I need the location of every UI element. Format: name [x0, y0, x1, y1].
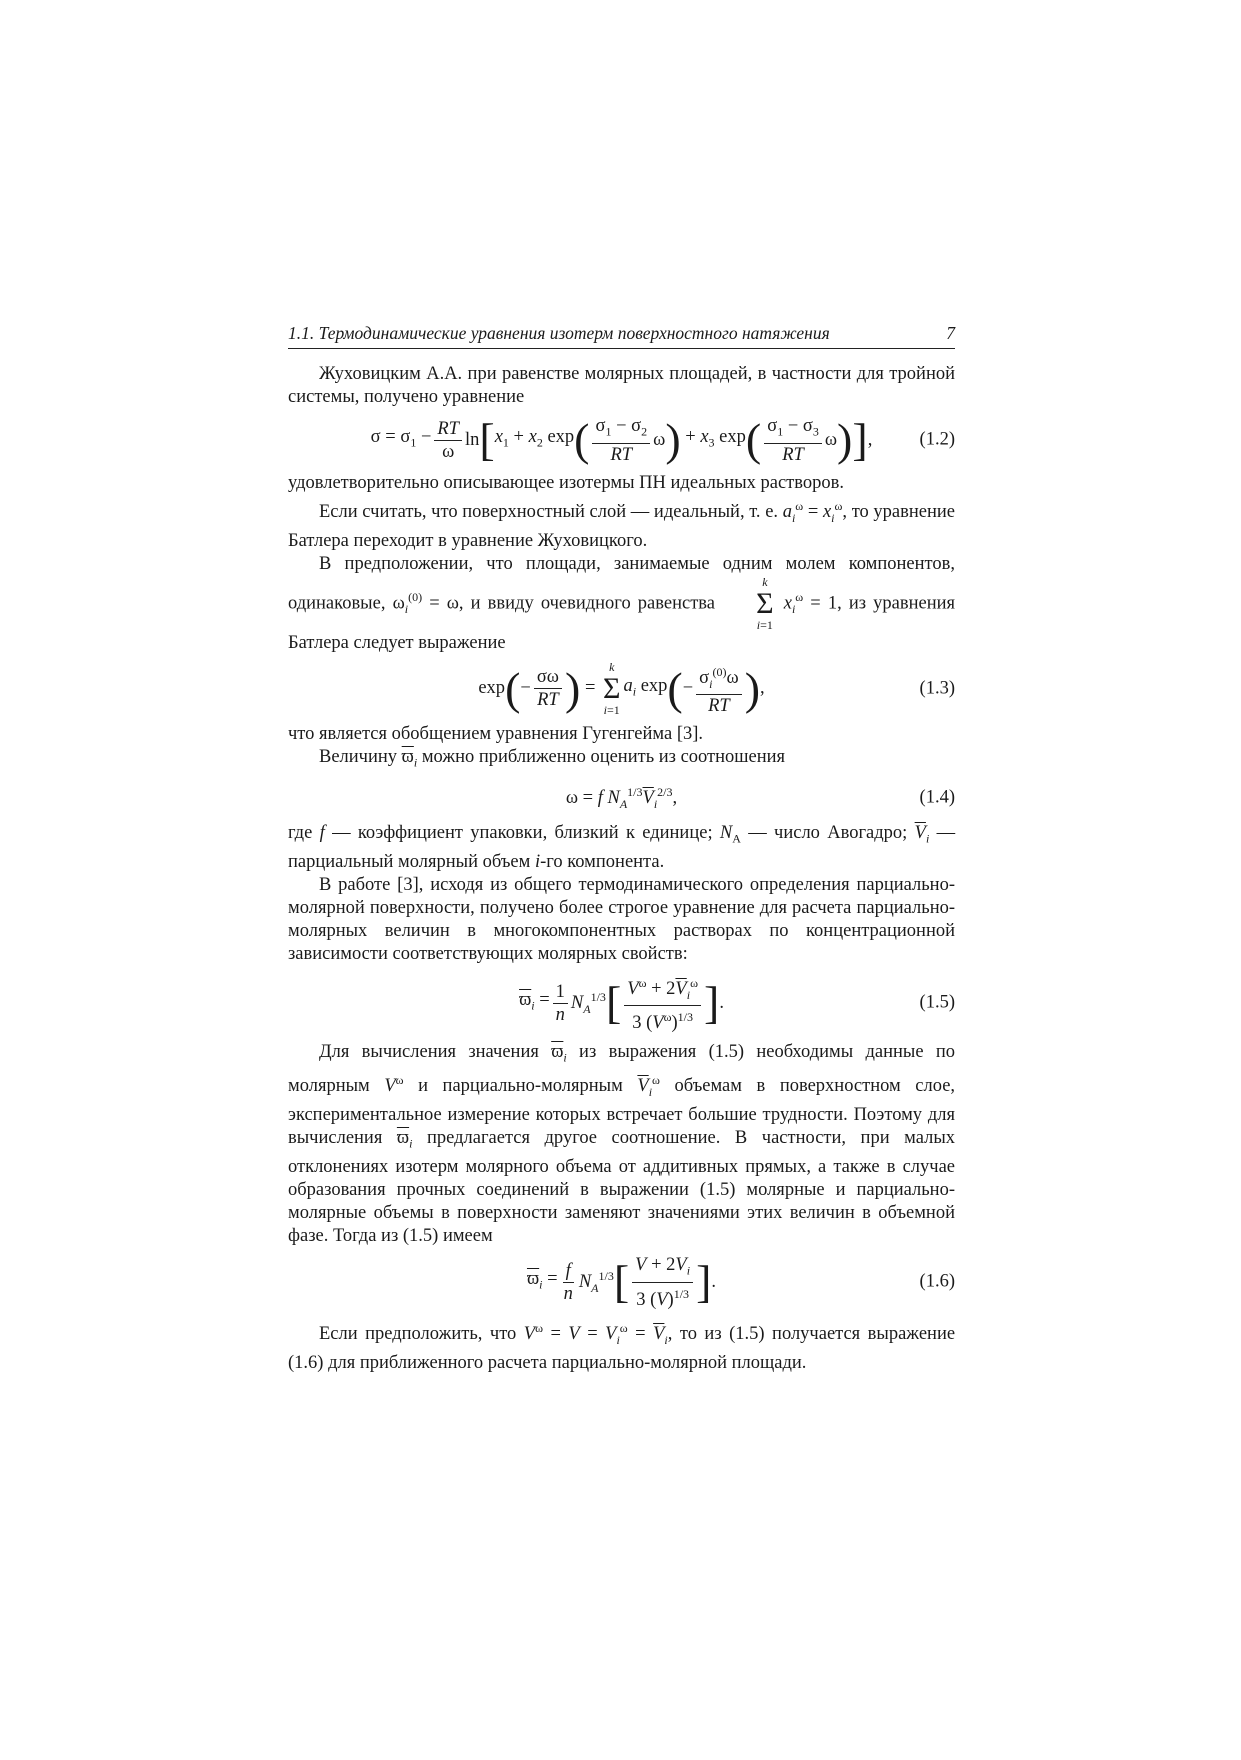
- equation-1-4: ω = f $N_A^{1/3}\overline{V}_i^{2/3}$, (1.4): [565, 785, 955, 811]
- paragraph: что является обобщением уравнения Гугенгейма [3].: [288, 724, 704, 745]
- paragraph: В работе [3], исходя из общего термодинамического определения парциально-молярной поверхности, получено более строгое уравнение для расчета парциально-молярных величин в многокомпонентных растворах по концентрационной зависимости соответствующих молярных свойств:: [288, 874, 955, 964]
- equation-number: (1.2): [919, 429, 955, 450]
- paragraph: где f — коэффициент упаковки, близкий к единице; $N_A$ — число Авогадро; $\overline{V}_i$ — парциальный молярный объем i-го компонента.: [288, 822, 956, 872]
- paragraph: В предположении, что площади, занимаемые одним молем компонентов, одинаковые, $\omega_i^{(0)} = \omega$, и ввиду очевидного равенства k Σ i=1 $x_i^\omega = 1$, из уравнения Батлера следует выражение: [288, 553, 956, 653]
- paragraph: Величину $\overline{ϖ}_i$ можно приближенно оценить из соотношения: [319, 747, 786, 771]
- equation-1-2: $\sigma = \sigma_1$ − $\frac{RT}{\omega}$ ln [ $x_1 + x_2$ exp ( $\frac{\sigma_1 - \sigma_2}{RT}$ ω ) + $x_3$ exp ( $\frac{\sigma_1 - \sigma_3}{RT}$ ω )] , (1.2): [370, 414, 955, 466]
- equation-1-3: exp ( − $\frac{\sigma\omega}{RT}$ ) = k Σ i=1 $a_i$ exp ( − $\frac{\sigma_i^{(0)}\omega}{RT}$ ) , (1.3): [478, 659, 955, 717]
- paragraph: Если считать, что поверхностный слой — идеальный, т. е. $a_i^\omega = x_i^\omega$, то уравнение Батлера переходит в уравнение Жуховицкого.: [288, 498, 956, 551]
- page-number: 7: [946, 323, 955, 343]
- running-header: [288, 322, 955, 349]
- paragraph: Жуховицким А.А. при равенстве молярных площадей, в частности для тройной системы, получено уравнение: [288, 364, 955, 407]
- paragraph: удовлетворительно описывающее изотермы ПН идеальных растворов.: [288, 472, 844, 493]
- equation-number: (1.3): [919, 678, 955, 699]
- paragraph: Если предположить, что $V^\omega = V = V_i^\omega = \overline{V}_i$, то из (1.5) получается выражение (1.6) для приближенного расчета парциально-молярной площади.: [288, 1320, 956, 1373]
- equation-1-6: $\overline{ϖ}_i$ = $\frac{f}{n}$ $N_A^{1/3}$ [ $\frac{V + 2V_i}{3 (V)^{1/3}}$ ] . (1.6): [526, 1254, 955, 1310]
- paragraph: Для вычисления значения $\overline{ϖ}_i$ из выражения (1.5) необходимы данные по молярным $V^\omega$ и парциально-молярным $\overline{V}_i^\omega$ объемам в поверхностном слое, экспериментальное измерение которых встречает большие трудности. Поэтому для вычисления $\overline{ϖ}_i$ предлагается другое соотношение. В частности, при малых отклонениях изотерм молярного объема от аддитивных прямых, а также в случае образования прочных соединений в выражении (1.5) молярные и парциально-молярные объемы в поверхности заменяют значениями этих величин в объемной фазе. Тогда из (1.5) имеем: [288, 1041, 956, 1246]
- equation-number: (1.5): [919, 992, 955, 1013]
- equation-number: (1.6): [919, 1271, 955, 1292]
- equation-number: (1.4): [919, 787, 955, 808]
- running-title: 1.1. Термодинамические уравнения изотерм поверхностного натяжения: [288, 323, 830, 343]
- page: [288, 322, 955, 1375]
- equation-1-5: $\overline{ϖ}_i$ = $\frac{1}{n}$ $N_A^{1/3}$ [ $\frac{V^\omega + 2\overline{V}_i^\omega}{3 (V^\omega)^{1/3}}$ ] . (1.5): [288, 972, 955, 1035]
